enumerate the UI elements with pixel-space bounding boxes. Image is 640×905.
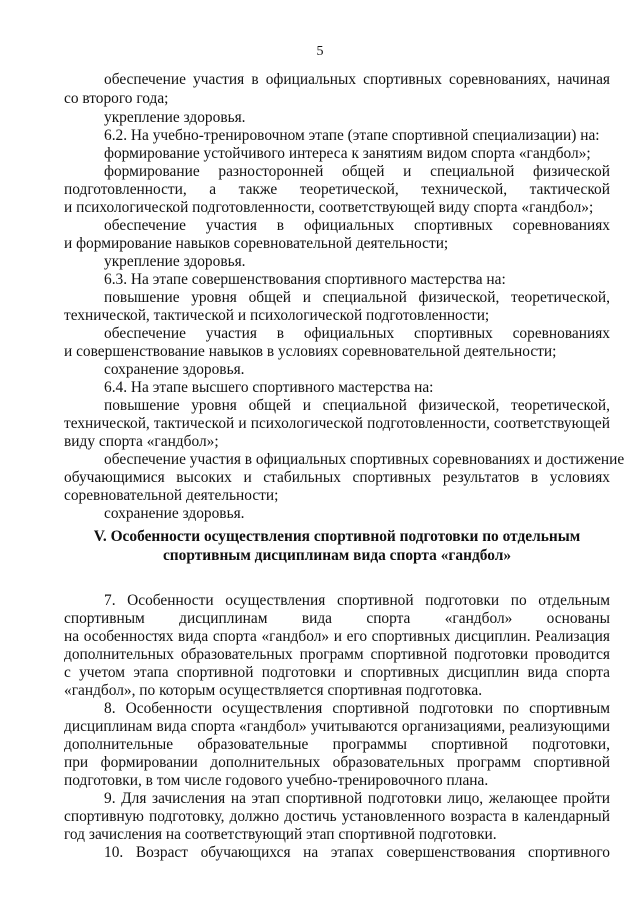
body-text-line: спортивную подготовку, должно достичь установленного возраста в календарный	[64, 808, 610, 825]
body-text-line: с учетом этапа спортивной подготовки и спортивных дисциплин вида спорта	[64, 664, 610, 681]
body-text-line: «гандбол», по которым осуществляется спортивная подготовка.	[64, 682, 483, 699]
body-text-line: обеспечение участия в официальных спортивных соревнованиях и достижение	[104, 451, 625, 468]
body-text-line: 10. Возраст обучающихся на этапах совершенствования спортивного	[104, 844, 610, 861]
body-text-line: подготовленности, а также теоретической, технической, тактической	[64, 181, 610, 198]
body-text-line: технической, тактической и психологической подготовленности;	[64, 307, 490, 324]
body-text-line: укрепление здоровья.	[104, 109, 246, 126]
page-number: 5	[316, 44, 324, 59]
body-text-line: виду спорта «гандбол»;	[64, 433, 219, 450]
body-text-line: на особенностях вида спорта «гандбол» и его спортивных дисциплин. Реализация	[64, 628, 610, 645]
body-text-line: укрепление здоровья.	[104, 253, 246, 270]
body-text-line: 6.3. На этапе совершенствования спортивного мастерства на:	[104, 271, 506, 288]
body-text-line: и совершенствование навыков в условиях соревновательной деятельности;	[64, 343, 557, 360]
section-heading-line: V. Особенности осуществления спортивной подготовки по отдельным	[93, 528, 581, 545]
body-text-line: и формирование навыков соревновательной деятельности;	[64, 235, 449, 252]
body-text-line: подготовки, в том числе годового учебно-тренировочного плана.	[64, 772, 489, 789]
body-text-line: повышение уровня общей и специальной физической, теоретической,	[104, 397, 610, 414]
body-text-line: дополнительные образовательные программы спортивной подготовки,	[64, 736, 610, 753]
body-text-line: год зачисления на соответствующий этап спортивной подготовки.	[64, 826, 497, 843]
body-text-line: повышение уровня общей и специальной физической, теоретической,	[104, 289, 610, 306]
body-text-line: соревновательной деятельности;	[64, 487, 279, 504]
body-text-line: 9. Для зачисления на этап спортивной подготовки лицо, желающее пройти	[104, 790, 610, 807]
body-text-line: обеспечение участия в официальных спортивных соревнованиях	[104, 325, 610, 342]
body-text-line: обучающимися высоких и стабильных спортивных результатов в условиях	[64, 469, 610, 486]
body-text-line: со второго года;	[64, 90, 169, 107]
body-text-line: обеспечение участия в официальных спортивных соревнованиях, начиная	[104, 71, 610, 88]
body-text-line: сохранение здоровья.	[104, 361, 245, 378]
body-text-line: при формировании дополнительных образовательных программ спортивной	[64, 754, 610, 771]
body-text-line: формирование разносторонней общей и специальной физической	[104, 163, 610, 180]
body-text-line: формирование устойчивого интереса к занятиям видом спорта «гандбол»;	[104, 145, 591, 162]
body-text-line: 6.4. На этапе высшего спортивного мастерства на:	[104, 379, 434, 396]
body-text-line: 6.2. На учебно-тренировочном этапе (этапе спортивной специализации) на:	[104, 127, 600, 144]
body-text-line: и психологической подготовленности, соответствующей виду спорта «гандбол»;	[64, 199, 594, 216]
body-text-line: 7. Особенности осуществления спортивной подготовки по отдельным	[104, 592, 610, 609]
body-text-line: технической, тактической и психологической подготовленности, соответствующей	[64, 415, 610, 432]
body-text-line: спортивным дисциплинам вида спорта «гандбол» основаны	[64, 610, 610, 627]
body-text-line: сохранение здоровья.	[104, 505, 245, 522]
section-heading-line: спортивным дисциплинам вида спорта «гандбол»	[162, 547, 512, 564]
body-text-line: дополнительных образовательных программ спортивной подготовки проводится	[64, 646, 610, 663]
body-text-line: обеспечение участия в официальных спортивных соревнованиях	[104, 217, 610, 234]
body-text-line: дисциплинам вида спорта «гандбол» учитываются организациями, реализующими	[64, 718, 610, 735]
body-text-line: 8. Особенности осуществления спортивной подготовки по спортивным	[104, 700, 610, 717]
